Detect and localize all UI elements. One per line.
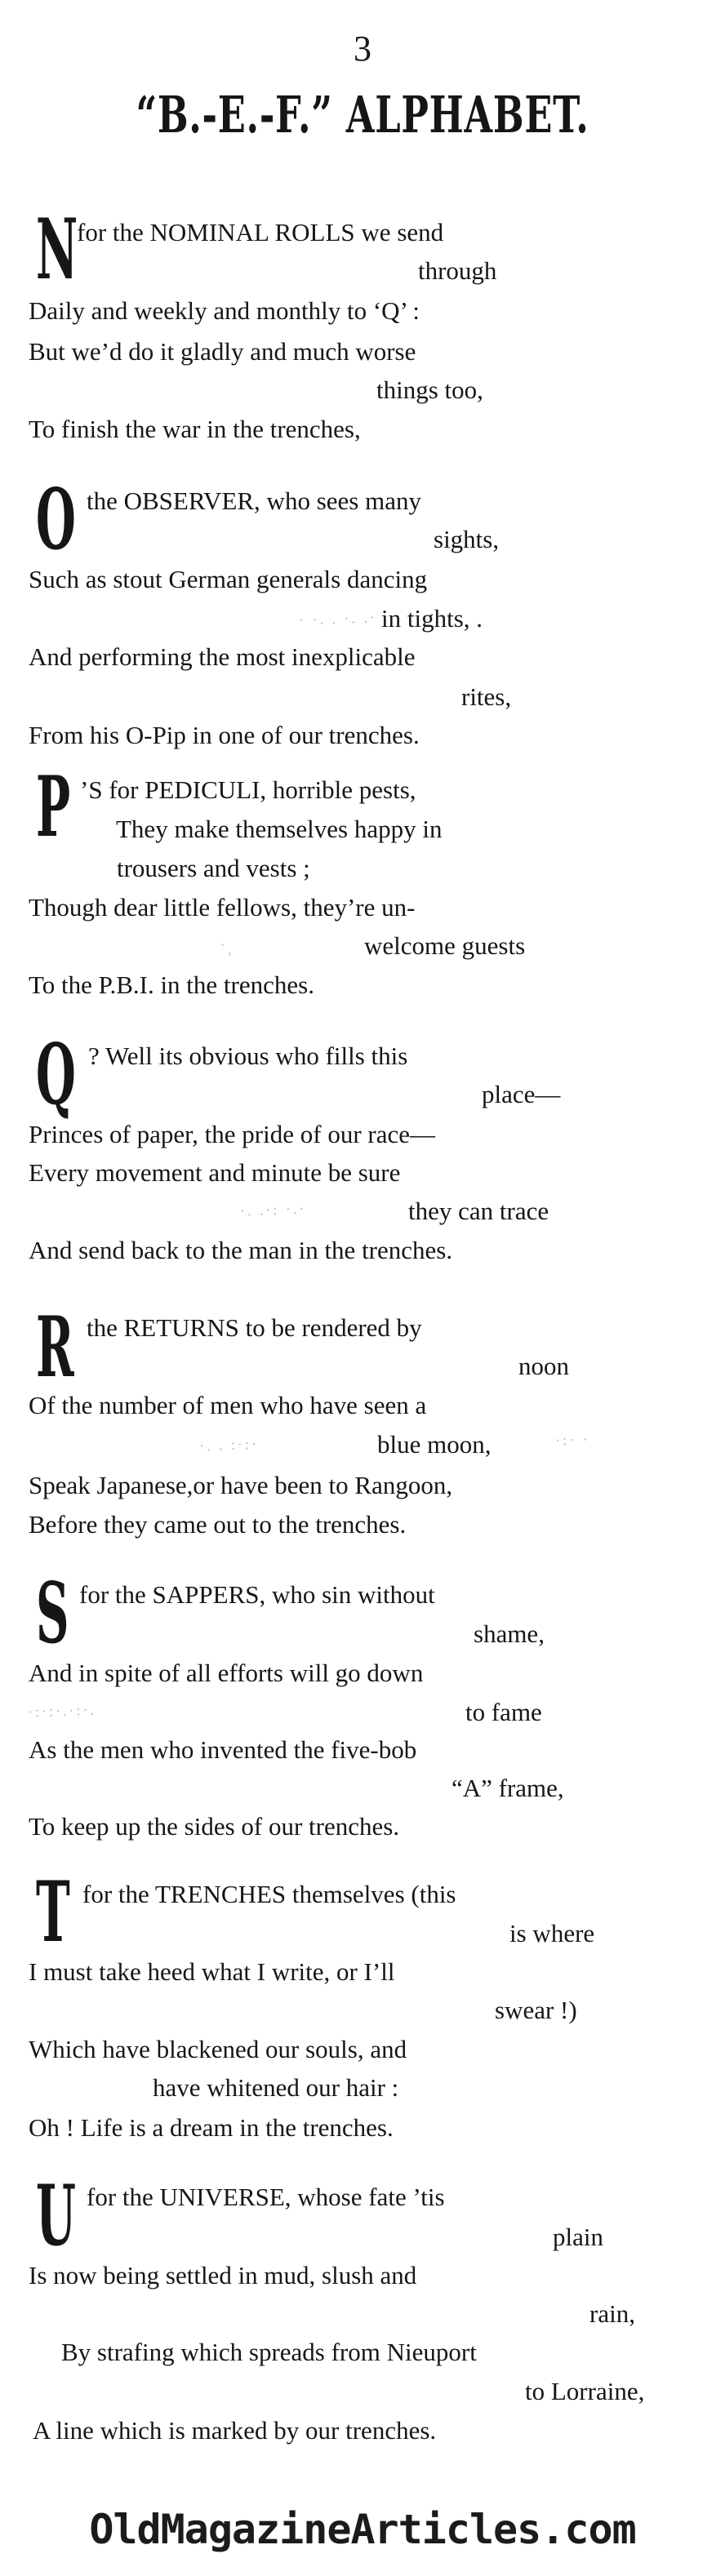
poem-line: sights, bbox=[434, 525, 500, 553]
stanza-n bbox=[24, 201, 669, 469]
print-speckle: ·. .·: ·.· bbox=[239, 1200, 307, 1219]
print-speckle: ·:· · bbox=[554, 1431, 590, 1449]
poem-line: And send back to the man in the trenches. bbox=[29, 1236, 453, 1264]
poem-line: Of the number of men who have seen a bbox=[29, 1391, 427, 1419]
poem-line: From his O-Pip in one of our trenches. bbox=[29, 721, 420, 749]
poem-line: have whitened our hair : bbox=[153, 2073, 399, 2102]
stanza-o bbox=[24, 471, 669, 772]
poem-line: By strafing which spreads from Nieuport bbox=[61, 2338, 477, 2366]
page-number: 3 bbox=[354, 29, 371, 69]
poem-line: rain, bbox=[589, 2299, 635, 2328]
print-speckle: ·:·:·.·:·. bbox=[27, 1701, 97, 1721]
poem-line: in tights, . bbox=[381, 604, 483, 633]
poem-line: is where bbox=[509, 1919, 595, 1948]
poem-line: noon bbox=[518, 1352, 569, 1380]
drop-cap-u: U bbox=[36, 2167, 76, 2265]
poem-line: for the TRENCHES themselves (this bbox=[82, 1880, 456, 1908]
poem-line: to fame bbox=[465, 1698, 542, 1726]
poem-line: Oh ! Life is a dream in the trenches. bbox=[29, 2113, 394, 2142]
poem-line: To keep up the sides of our trenches. bbox=[29, 1812, 400, 1841]
poem-line: ? Well its obvious who fills this bbox=[88, 1042, 408, 1070]
drop-cap-q: Q bbox=[36, 1026, 76, 1124]
poem-line: And in spite of all efforts will go down bbox=[29, 1659, 424, 1687]
poem-line: they can trace bbox=[408, 1197, 549, 1225]
poem-line: Princes of paper, the pride of our race— bbox=[29, 1120, 435, 1148]
poem-line: They make themselves happy in bbox=[116, 815, 443, 843]
print-speckle: · ·. . ·. .· bbox=[298, 609, 378, 628]
poem-line: I must take heed what I write, or I’ll bbox=[29, 1957, 395, 1986]
drop-cap-t: T bbox=[36, 1863, 70, 1961]
poem-line: for the NOMINAL ROLLS we send bbox=[77, 218, 444, 246]
poem-line: To finish the war in the trenches, bbox=[29, 415, 361, 443]
poem-line: things too, bbox=[376, 375, 483, 404]
poem-line: As the men who invented the five-bob bbox=[29, 1735, 417, 1764]
poem-line: Before they came out to the trenches. bbox=[29, 1510, 407, 1539]
poem-line: welcome guests bbox=[364, 931, 526, 960]
poem-line: ’S for PEDICULI, horrible pests, bbox=[80, 775, 416, 804]
poem-line: blue moon, bbox=[377, 1430, 491, 1459]
poem-line: A line which is marked by our trenches. bbox=[33, 2416, 437, 2445]
stanza-u bbox=[24, 2167, 669, 2468]
poem-line: plain bbox=[553, 2223, 603, 2251]
print-speckle: `, bbox=[220, 940, 234, 958]
stanza-t bbox=[24, 1863, 669, 2165]
poem-line: Speak Japanese,or have been to Rangoon, bbox=[29, 1471, 453, 1499]
poem-line: And performing the most inexplicable bbox=[29, 642, 416, 671]
page-title: “B.-E.-F.” ALPHABET. bbox=[136, 85, 589, 144]
poem-line: for the SAPPERS, who sin without bbox=[79, 1580, 435, 1609]
drop-cap-o: O bbox=[36, 471, 76, 569]
print-speckle: ·. . :·:· bbox=[198, 1435, 260, 1455]
drop-cap-p: P bbox=[36, 758, 71, 856]
poem-line: Is now being settled in mud, slush and bbox=[29, 2261, 417, 2290]
poem-line: to Lorraine, bbox=[525, 2377, 645, 2405]
poem-line: the OBSERVER, who sees many bbox=[87, 486, 421, 515]
poem-line: rites, bbox=[461, 682, 512, 711]
poem-line: swear !) bbox=[495, 1996, 577, 2024]
poem-line: But we’d do it gladly and much worse bbox=[29, 337, 416, 366]
stanza-q bbox=[24, 1026, 669, 1295]
stanza-p bbox=[24, 758, 669, 1027]
poem-line: Such as stout German generals dancing bbox=[29, 565, 428, 593]
poem-line: Daily and weekly and monthly to ‘Q’ : bbox=[29, 296, 420, 325]
poem-line: Every movement and minute be sure bbox=[29, 1158, 401, 1187]
stanza-r bbox=[24, 1299, 669, 1567]
poem-line: trousers and vests ; bbox=[117, 854, 310, 882]
poem-line: “A” frame, bbox=[451, 1774, 564, 1802]
drop-cap-n: N bbox=[36, 201, 78, 299]
poem-line: Which have blackened our souls, and bbox=[29, 2035, 407, 2063]
poem-line: for the UNIVERSE, whose fate ’tis bbox=[87, 2183, 445, 2211]
stanza-s bbox=[24, 1565, 669, 1866]
poem-line: the RETURNS to be rendered by bbox=[87, 1313, 422, 1342]
poem-line: shame, bbox=[474, 1619, 545, 1648]
drop-cap-s: S bbox=[36, 1565, 69, 1663]
site-watermark: OldMagazineArticles.com bbox=[89, 2506, 636, 2553]
poem-line: To the P.B.I. in the trenches. bbox=[29, 970, 314, 999]
poem-line: Though dear little fellows, they’re un- bbox=[29, 893, 416, 922]
drop-cap-r: R bbox=[36, 1299, 74, 1397]
poem-line: through bbox=[418, 256, 497, 285]
poem-line: place— bbox=[482, 1080, 561, 1108]
